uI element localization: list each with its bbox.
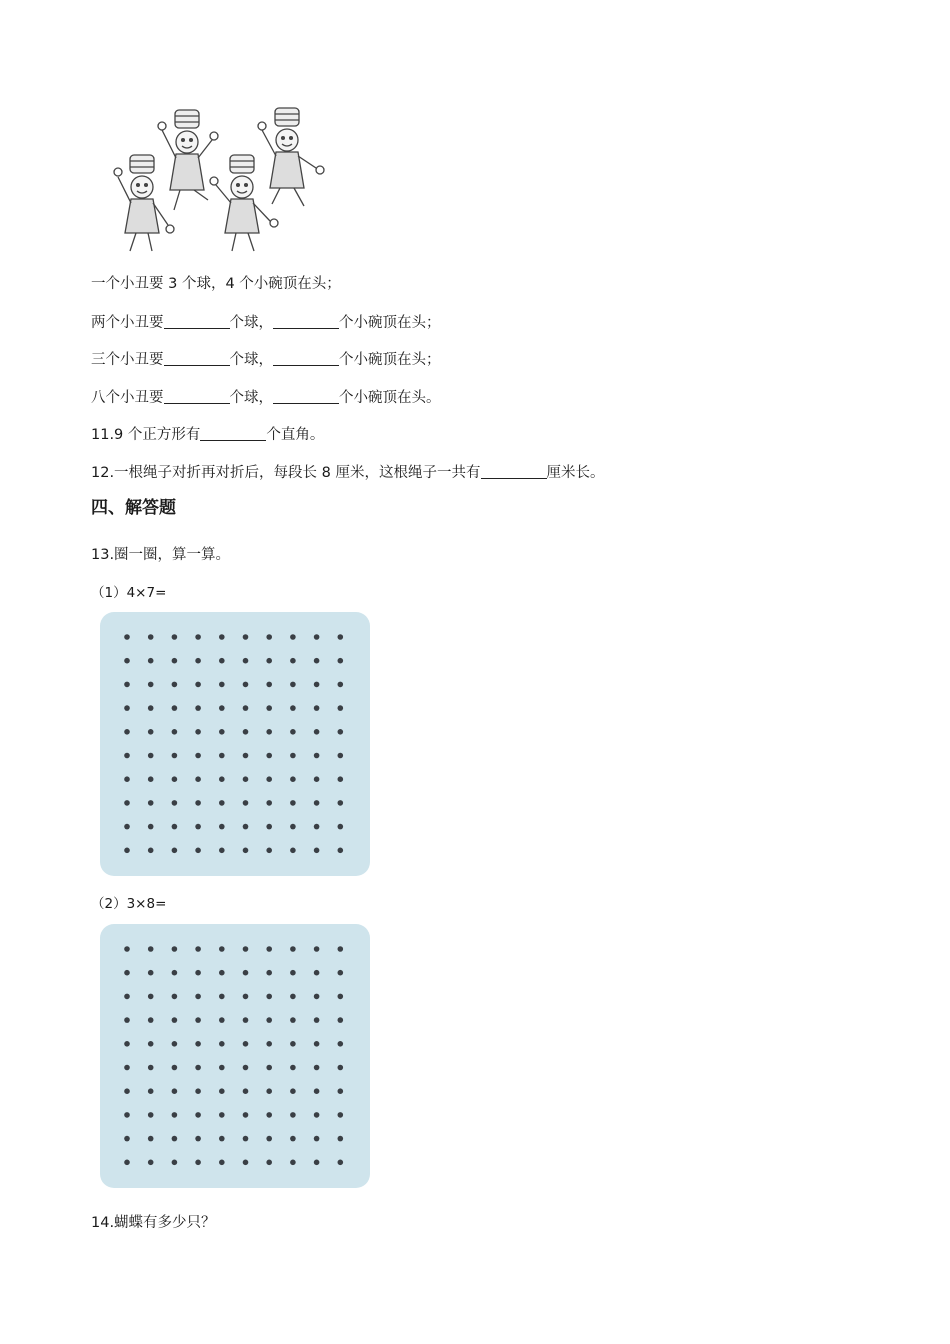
grid-dot[interactable] bbox=[195, 1088, 201, 1094]
grid-dot[interactable] bbox=[195, 776, 201, 782]
grid-dot[interactable] bbox=[124, 800, 130, 806]
grid-dot[interactable] bbox=[219, 800, 225, 806]
grid-dot[interactable] bbox=[195, 1041, 201, 1047]
grid-dot[interactable] bbox=[219, 848, 225, 854]
grid-dot[interactable] bbox=[219, 994, 225, 1000]
grid-dot[interactable] bbox=[338, 634, 344, 640]
grid-dot[interactable] bbox=[266, 1065, 272, 1071]
grid-dot[interactable] bbox=[172, 753, 178, 759]
grid-dot[interactable] bbox=[338, 848, 344, 854]
grid-dot[interactable] bbox=[266, 994, 272, 1000]
grid-dot[interactable] bbox=[172, 946, 178, 952]
grid-dot[interactable] bbox=[124, 994, 130, 1000]
grid-dot[interactable] bbox=[195, 800, 201, 806]
grid-dot[interactable] bbox=[290, 658, 296, 664]
grid-dot[interactable] bbox=[314, 1017, 320, 1023]
answer-blank-two-clowns-balls[interactable] bbox=[164, 312, 230, 329]
grid-dot[interactable] bbox=[338, 1160, 344, 1166]
grid-dot[interactable] bbox=[243, 1017, 249, 1023]
grid-dot[interactable] bbox=[314, 1112, 320, 1118]
grid-dot[interactable] bbox=[195, 994, 201, 1000]
grid-dot[interactable] bbox=[219, 1160, 225, 1166]
grid-dot[interactable] bbox=[243, 1088, 249, 1094]
clown-line-2-mid: 个球， bbox=[229, 315, 273, 331]
grid-dot[interactable] bbox=[148, 800, 154, 806]
grid-dot[interactable] bbox=[290, 824, 296, 830]
grid-dot[interactable] bbox=[148, 682, 154, 688]
grid-dot[interactable] bbox=[148, 1065, 154, 1071]
grid-dot[interactable] bbox=[124, 658, 130, 664]
grid-dot[interactable] bbox=[172, 1160, 178, 1166]
grid-dot[interactable] bbox=[219, 1017, 225, 1023]
grid-dot[interactable] bbox=[172, 776, 178, 782]
grid-dot[interactable] bbox=[338, 994, 344, 1000]
grid-dot[interactable] bbox=[219, 1112, 225, 1118]
grid-dot[interactable] bbox=[266, 729, 272, 735]
grid-dot[interactable] bbox=[195, 705, 201, 711]
grid-dot[interactable] bbox=[219, 776, 225, 782]
clown-juggling-illustration bbox=[100, 100, 330, 260]
grid-dot[interactable] bbox=[219, 970, 225, 976]
grid-dot[interactable] bbox=[314, 1041, 320, 1047]
grid-dot[interactable] bbox=[195, 1112, 201, 1118]
dot-grid-1[interactable] bbox=[100, 612, 370, 876]
grid-dot[interactable] bbox=[124, 946, 130, 952]
grid-dot[interactable] bbox=[148, 1136, 154, 1142]
grid-dot[interactable] bbox=[148, 946, 154, 952]
grid-dot[interactable] bbox=[338, 946, 344, 952]
grid-dot[interactable] bbox=[148, 824, 154, 830]
clown-line-3-post: 个小碗顶在头； bbox=[339, 352, 441, 368]
grid-dot[interactable] bbox=[243, 946, 249, 952]
grid-dot[interactable] bbox=[266, 1160, 272, 1166]
grid-dot[interactable] bbox=[219, 753, 225, 759]
grid-dot[interactable] bbox=[243, 1136, 249, 1142]
grid-dot[interactable] bbox=[172, 682, 178, 688]
clown-line-3 bbox=[91, 349, 441, 370]
grid-dot[interactable] bbox=[314, 800, 320, 806]
grid-dot[interactable] bbox=[290, 1041, 296, 1047]
grid-dot[interactable] bbox=[195, 1065, 201, 1071]
answer-blank-q11[interactable] bbox=[200, 424, 266, 441]
grid-dot[interactable] bbox=[266, 1112, 272, 1118]
grid-dot[interactable] bbox=[266, 705, 272, 711]
grid-dot[interactable] bbox=[290, 994, 296, 1000]
grid-dot[interactable] bbox=[219, 824, 225, 830]
question-14-title: 14.蝴蝶有多少只？ bbox=[91, 1215, 216, 1231]
grid-dot[interactable] bbox=[338, 1088, 344, 1094]
clown-line-4-pre: 八个小丑要 bbox=[91, 390, 164, 406]
grid-dot[interactable] bbox=[338, 1112, 344, 1118]
grid-dot[interactable] bbox=[124, 1065, 130, 1071]
grid-dot[interactable] bbox=[148, 1088, 154, 1094]
grid-dot[interactable] bbox=[195, 946, 201, 952]
grid-dot[interactable] bbox=[124, 1136, 130, 1142]
question-13-part-1: （1）4×7= bbox=[91, 585, 167, 601]
grid-dot[interactable] bbox=[314, 705, 320, 711]
grid-dot[interactable] bbox=[124, 634, 130, 640]
grid-dot[interactable] bbox=[219, 1136, 225, 1142]
grid-dot[interactable] bbox=[266, 970, 272, 976]
grid-dot[interactable] bbox=[266, 848, 272, 854]
question-12-pre: 12.一根绳子对折再对折后，每段长 8 厘米，这根绳子一共有 bbox=[91, 465, 481, 481]
grid-dot[interactable] bbox=[290, 729, 296, 735]
grid-dot[interactable] bbox=[148, 1112, 154, 1118]
grid-dot[interactable] bbox=[243, 1065, 249, 1071]
grid-dot[interactable] bbox=[219, 1088, 225, 1094]
grid-dot[interactable] bbox=[219, 682, 225, 688]
grid-dot[interactable] bbox=[243, 682, 249, 688]
answer-blank-two-clowns-bowls[interactable] bbox=[273, 312, 339, 329]
grid-dot[interactable] bbox=[124, 970, 130, 976]
grid-dot[interactable] bbox=[266, 1041, 272, 1047]
grid-dot[interactable] bbox=[172, 1088, 178, 1094]
grid-dot[interactable] bbox=[148, 634, 154, 640]
grid-dot[interactable] bbox=[172, 994, 178, 1000]
grid-dot[interactable] bbox=[290, 705, 296, 711]
grid-dot[interactable] bbox=[124, 753, 130, 759]
grid-dot[interactable] bbox=[148, 1017, 154, 1023]
grid-dot[interactable] bbox=[195, 634, 201, 640]
grid-dot[interactable] bbox=[290, 776, 296, 782]
grid-dot[interactable] bbox=[124, 1088, 130, 1094]
grid-dot[interactable] bbox=[195, 682, 201, 688]
answer-blank-three-clowns-bowls[interactable] bbox=[273, 349, 339, 366]
grid-dot[interactable] bbox=[314, 1088, 320, 1094]
grid-dot[interactable] bbox=[266, 753, 272, 759]
grid-dot[interactable] bbox=[148, 1160, 154, 1166]
clown-line-2-post: 个小碗顶在头； bbox=[339, 315, 441, 331]
grid-dot[interactable] bbox=[266, 1136, 272, 1142]
grid-dot[interactable] bbox=[148, 848, 154, 854]
grid-dot[interactable] bbox=[148, 1041, 154, 1047]
clown-line-4-post: 个小碗顶在头。 bbox=[339, 390, 441, 406]
grid-dot[interactable] bbox=[243, 658, 249, 664]
grid-dot[interactable] bbox=[243, 776, 249, 782]
grid-dot[interactable] bbox=[290, 634, 296, 640]
grid-dot[interactable] bbox=[290, 682, 296, 688]
grid-dot[interactable] bbox=[314, 682, 320, 688]
grid-dot[interactable] bbox=[124, 824, 130, 830]
clown-line-1 bbox=[91, 274, 341, 294]
grid-dot[interactable] bbox=[290, 1017, 296, 1023]
grid-dot[interactable] bbox=[266, 682, 272, 688]
grid-dot[interactable] bbox=[266, 800, 272, 806]
grid-dot[interactable] bbox=[148, 729, 154, 735]
grid-dot[interactable] bbox=[338, 658, 344, 664]
grid-dot[interactable] bbox=[314, 1136, 320, 1142]
clown-line-3-pre: 三个小丑要 bbox=[91, 352, 164, 368]
grid-dot[interactable] bbox=[124, 848, 130, 854]
grid-dot[interactable] bbox=[266, 776, 272, 782]
grid-dot[interactable] bbox=[195, 1136, 201, 1142]
grid-dot[interactable] bbox=[338, 1065, 344, 1071]
grid-dot[interactable] bbox=[243, 705, 249, 711]
grid-dot[interactable] bbox=[148, 970, 154, 976]
grid-dot[interactable] bbox=[172, 658, 178, 664]
grid-dot[interactable] bbox=[290, 800, 296, 806]
grid-dot[interactable] bbox=[338, 970, 344, 976]
grid-dot[interactable] bbox=[338, 705, 344, 711]
grid-dot[interactable] bbox=[172, 824, 178, 830]
clown-line-4 bbox=[91, 387, 441, 408]
grid-dot[interactable] bbox=[148, 776, 154, 782]
grid-dot[interactable] bbox=[338, 682, 344, 688]
dot-grid-2-background bbox=[100, 924, 370, 1188]
clown-line-2 bbox=[91, 312, 441, 333]
grid-dot[interactable] bbox=[195, 824, 201, 830]
grid-dot[interactable] bbox=[290, 1112, 296, 1118]
grid-dot[interactable] bbox=[148, 753, 154, 759]
grid-dot[interactable] bbox=[314, 970, 320, 976]
grid-dot[interactable] bbox=[219, 705, 225, 711]
grid-dot[interactable] bbox=[243, 1160, 249, 1166]
grid-dot[interactable] bbox=[243, 1041, 249, 1047]
grid-dot[interactable] bbox=[243, 848, 249, 854]
grid-dot[interactable] bbox=[314, 634, 320, 640]
grid-dot[interactable] bbox=[314, 1160, 320, 1166]
section-heading: 四、解答题 bbox=[91, 498, 176, 518]
dot-grid-2[interactable] bbox=[100, 924, 370, 1188]
grid-dot[interactable] bbox=[266, 946, 272, 952]
question-12 bbox=[91, 462, 605, 483]
question-13-part-2: （2）3×8= bbox=[91, 896, 167, 912]
grid-dot[interactable] bbox=[266, 1088, 272, 1094]
grid-dot[interactable] bbox=[219, 1041, 225, 1047]
grid-dot[interactable] bbox=[195, 1160, 201, 1166]
grid-dot[interactable] bbox=[243, 1112, 249, 1118]
grid-dot[interactable] bbox=[314, 1065, 320, 1071]
grid-dot[interactable] bbox=[314, 824, 320, 830]
question-12-post: 厘米长。 bbox=[546, 465, 605, 481]
grid-dot[interactable] bbox=[314, 776, 320, 782]
grid-dot[interactable] bbox=[219, 1065, 225, 1071]
grid-dot[interactable] bbox=[172, 1112, 178, 1118]
grid-dot[interactable] bbox=[195, 970, 201, 976]
question-11-post: 个直角。 bbox=[266, 427, 325, 443]
grid-dot[interactable] bbox=[290, 848, 296, 854]
grid-dot[interactable] bbox=[124, 1112, 130, 1118]
answer-blank-eight-clowns-bowls[interactable] bbox=[273, 387, 339, 404]
grid-dot[interactable] bbox=[124, 1041, 130, 1047]
question-13-title: 13.圈一圈，算一算。 bbox=[91, 547, 231, 563]
grid-dot[interactable] bbox=[219, 946, 225, 952]
grid-dot[interactable] bbox=[172, 1136, 178, 1142]
grid-dot[interactable] bbox=[148, 705, 154, 711]
grid-dot[interactable] bbox=[172, 1017, 178, 1023]
clown-line-4-mid: 个球， bbox=[229, 390, 273, 406]
grid-dot[interactable] bbox=[124, 705, 130, 711]
grid-dot[interactable] bbox=[338, 1041, 344, 1047]
grid-dot[interactable] bbox=[148, 994, 154, 1000]
grid-dot[interactable] bbox=[148, 658, 154, 664]
grid-dot[interactable] bbox=[266, 658, 272, 664]
grid-dot[interactable] bbox=[290, 946, 296, 952]
grid-dot[interactable] bbox=[172, 729, 178, 735]
grid-dot[interactable] bbox=[124, 776, 130, 782]
grid-dot[interactable] bbox=[314, 848, 320, 854]
grid-dot[interactable] bbox=[314, 753, 320, 759]
answer-blank-q12[interactable] bbox=[481, 462, 547, 479]
grid-dot[interactable] bbox=[243, 800, 249, 806]
grid-dot[interactable] bbox=[243, 970, 249, 976]
grid-dot[interactable] bbox=[172, 1041, 178, 1047]
grid-dot[interactable] bbox=[172, 970, 178, 976]
clown-line-3-mid: 个球， bbox=[229, 352, 273, 368]
grid-dot[interactable] bbox=[195, 729, 201, 735]
answer-blank-three-clowns-balls[interactable] bbox=[164, 349, 230, 366]
grid-dot[interactable] bbox=[314, 658, 320, 664]
grid-dot[interactable] bbox=[290, 1136, 296, 1142]
clown-line-2-pre: 两个小丑要 bbox=[91, 315, 164, 331]
grid-dot[interactable] bbox=[338, 1136, 344, 1142]
grid-dot[interactable] bbox=[290, 1160, 296, 1166]
grid-dot[interactable] bbox=[290, 970, 296, 976]
grid-dot[interactable] bbox=[195, 658, 201, 664]
grid-dot[interactable] bbox=[314, 994, 320, 1000]
grid-dot[interactable] bbox=[338, 729, 344, 735]
grid-dot[interactable] bbox=[172, 1065, 178, 1071]
grid-dot[interactable] bbox=[243, 753, 249, 759]
grid-dot[interactable] bbox=[266, 824, 272, 830]
grid-dot[interactable] bbox=[243, 634, 249, 640]
grid-dot[interactable] bbox=[124, 729, 130, 735]
grid-dot[interactable] bbox=[290, 1088, 296, 1094]
grid-dot[interactable] bbox=[243, 824, 249, 830]
grid-dot[interactable] bbox=[124, 1017, 130, 1023]
grid-dot[interactable] bbox=[243, 994, 249, 1000]
grid-dot[interactable] bbox=[266, 1017, 272, 1023]
answer-blank-eight-clowns-balls[interactable] bbox=[164, 387, 230, 404]
question-11 bbox=[91, 424, 324, 445]
clown-line-1-text: 一个小丑要 3 个球，4 个小碗顶在头； bbox=[91, 276, 341, 292]
grid-dot[interactable] bbox=[290, 1065, 296, 1071]
grid-dot[interactable] bbox=[124, 682, 130, 688]
grid-dot[interactable] bbox=[338, 824, 344, 830]
grid-dot[interactable] bbox=[219, 729, 225, 735]
grid-dot[interactable] bbox=[195, 848, 201, 854]
grid-dot[interactable] bbox=[172, 848, 178, 854]
grid-dot[interactable] bbox=[338, 1017, 344, 1023]
grid-dot[interactable] bbox=[219, 634, 225, 640]
grid-dot[interactable] bbox=[124, 1160, 130, 1166]
grid-dot[interactable] bbox=[172, 634, 178, 640]
grid-dot[interactable] bbox=[314, 729, 320, 735]
grid-dot[interactable] bbox=[314, 946, 320, 952]
grid-dot[interactable] bbox=[338, 776, 344, 782]
grid-dot[interactable] bbox=[219, 658, 225, 664]
question-11-pre: 11.9 个正方形有 bbox=[91, 427, 201, 443]
grid-dot[interactable] bbox=[338, 753, 344, 759]
grid-dot[interactable] bbox=[172, 800, 178, 806]
grid-dot[interactable] bbox=[195, 753, 201, 759]
dot-grid-1-background bbox=[100, 612, 370, 876]
grid-dot[interactable] bbox=[195, 1017, 201, 1023]
grid-dot[interactable] bbox=[338, 800, 344, 806]
grid-dot[interactable] bbox=[266, 634, 272, 640]
grid-dot[interactable] bbox=[172, 705, 178, 711]
grid-dot[interactable] bbox=[290, 753, 296, 759]
grid-dot[interactable] bbox=[243, 729, 249, 735]
